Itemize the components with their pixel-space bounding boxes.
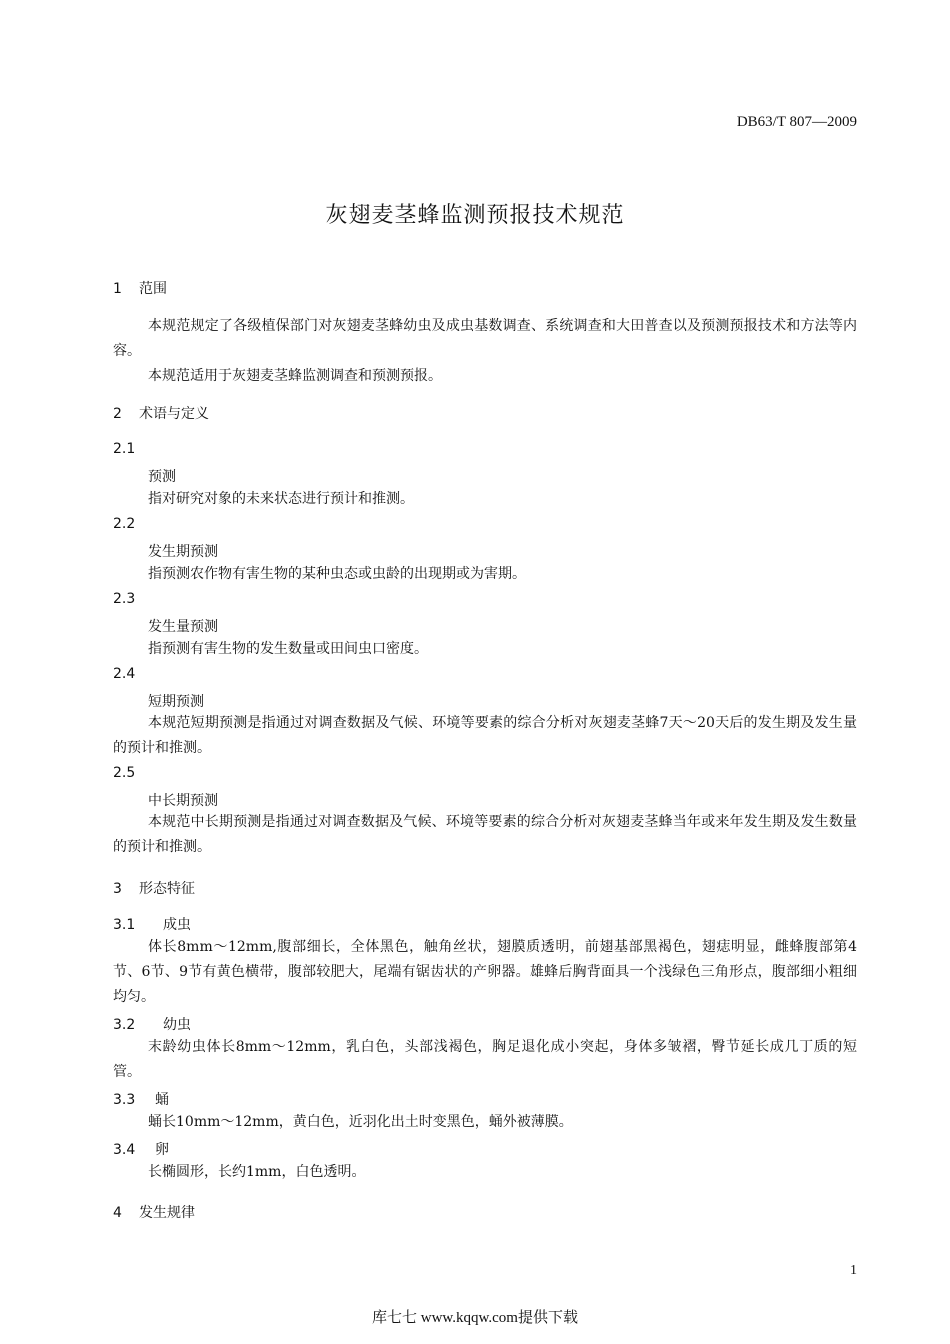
clause-number: 2.4 [113, 666, 136, 682]
clause-number: 3.4 [113, 1142, 136, 1158]
clause-number: 2.3 [113, 591, 136, 607]
clause-number: 3.2 [113, 1017, 136, 1033]
section-4-heading [113, 1202, 195, 1222]
clause-text: 长椭圆形，长约1mm，白色透明。 [148, 1164, 366, 1180]
clause-number: 2.1 [113, 441, 136, 457]
subclause-heading [113, 1089, 169, 1109]
clause-number: 2.2 [113, 516, 136, 532]
page-number: 1 [850, 1263, 857, 1278]
section-1-heading [113, 278, 167, 298]
download-footer: 库七七 www.kqqw.com提供下载 [372, 1310, 578, 1326]
term-definition: 本规范中长期预测是指通过对调查数据及气候、环境等要素的综合分析对灰翅麦茎蜂当年或来年发生期及发生数量的预计和推测。 [113, 814, 857, 855]
clause-title: 卵 [155, 1142, 169, 1158]
subclause-heading [113, 1014, 191, 1034]
section-label: 范围 [139, 281, 167, 297]
term-definition: 指预测农作物有害生物的某种虫态或虫龄的出现期或为害期。 [148, 566, 526, 582]
term-name: 发生期预测 [148, 544, 218, 560]
term-name: 中长期预测 [148, 793, 218, 809]
clause-title: 蛹 [155, 1092, 169, 1108]
clause-text: 蛹长10mm～12mm，黄白色，近羽化出土时变黑色，蛹外被薄膜。 [148, 1114, 573, 1130]
section-label: 形态特征 [139, 881, 195, 897]
section-number: 1 [113, 281, 122, 297]
section-1-paragraph-2: 本规范适用于灰翅麦茎蜂监测调查和预测预报。 [148, 368, 442, 384]
term-name: 短期预测 [148, 694, 204, 710]
section-2-heading [113, 403, 209, 423]
clause-number: 3.1 [113, 917, 136, 933]
subclause-heading [113, 1139, 169, 1159]
term-definition: 本规范短期预测是指通过对调查数据及气候、环境等要素的综合分析对灰翅麦茎蜂7天～20天后的发生期及发生量的预计和推测。 [113, 715, 857, 756]
section-1-paragraph-1: 本规范规定了各级植保部门对灰翅麦茎蜂幼虫及成虫基数调查、系统调查和大田普查以及预测预报技术和方法等内容。 [113, 318, 857, 359]
clause-text: 末龄幼虫体长8mm～12mm，乳白色，头部浅褐色，胸足退化成小突起，身体多皱褶，臀节延长成几丁质的短管。 [113, 1039, 857, 1080]
term-name: 发生量预测 [148, 619, 218, 635]
subclause-heading [113, 914, 191, 934]
term-definition: 指预测有害生物的发生数量或田间虫口密度。 [148, 641, 428, 657]
clause-title: 幼虫 [163, 1017, 191, 1033]
term-definition: 指对研究对象的未来状态进行预计和推测。 [148, 491, 414, 507]
document-code: DB63/T 807—2009 [736, 114, 857, 130]
section-label: 发生规律 [139, 1205, 195, 1221]
clause-title: 成虫 [163, 917, 191, 933]
clause-text: 体长8mm～12mm,腹部细长，全体黑色，触角丝状，翅膜质透明，前翅基部黑褐色，翅痣明显，雌蜂腹部第4节、6节、9节有黄色横带，腹部较肥大，尾端有锯齿状的产卵器。雄蜂后胸背面具一个浅绿色三角形点，腹部细小粗细均匀。 [113, 939, 857, 1005]
section-number: 4 [113, 1205, 122, 1221]
clause-number: 2.5 [113, 765, 136, 781]
term-name: 预测 [148, 469, 176, 485]
document-title: 灰翅麦茎蜂监测预报技术规范 [325, 203, 625, 228]
section-3-heading [113, 878, 195, 898]
section-label: 术语与定义 [139, 406, 209, 422]
clause-number: 3.3 [113, 1092, 136, 1108]
section-number: 2 [113, 406, 122, 422]
section-number: 3 [113, 881, 122, 897]
